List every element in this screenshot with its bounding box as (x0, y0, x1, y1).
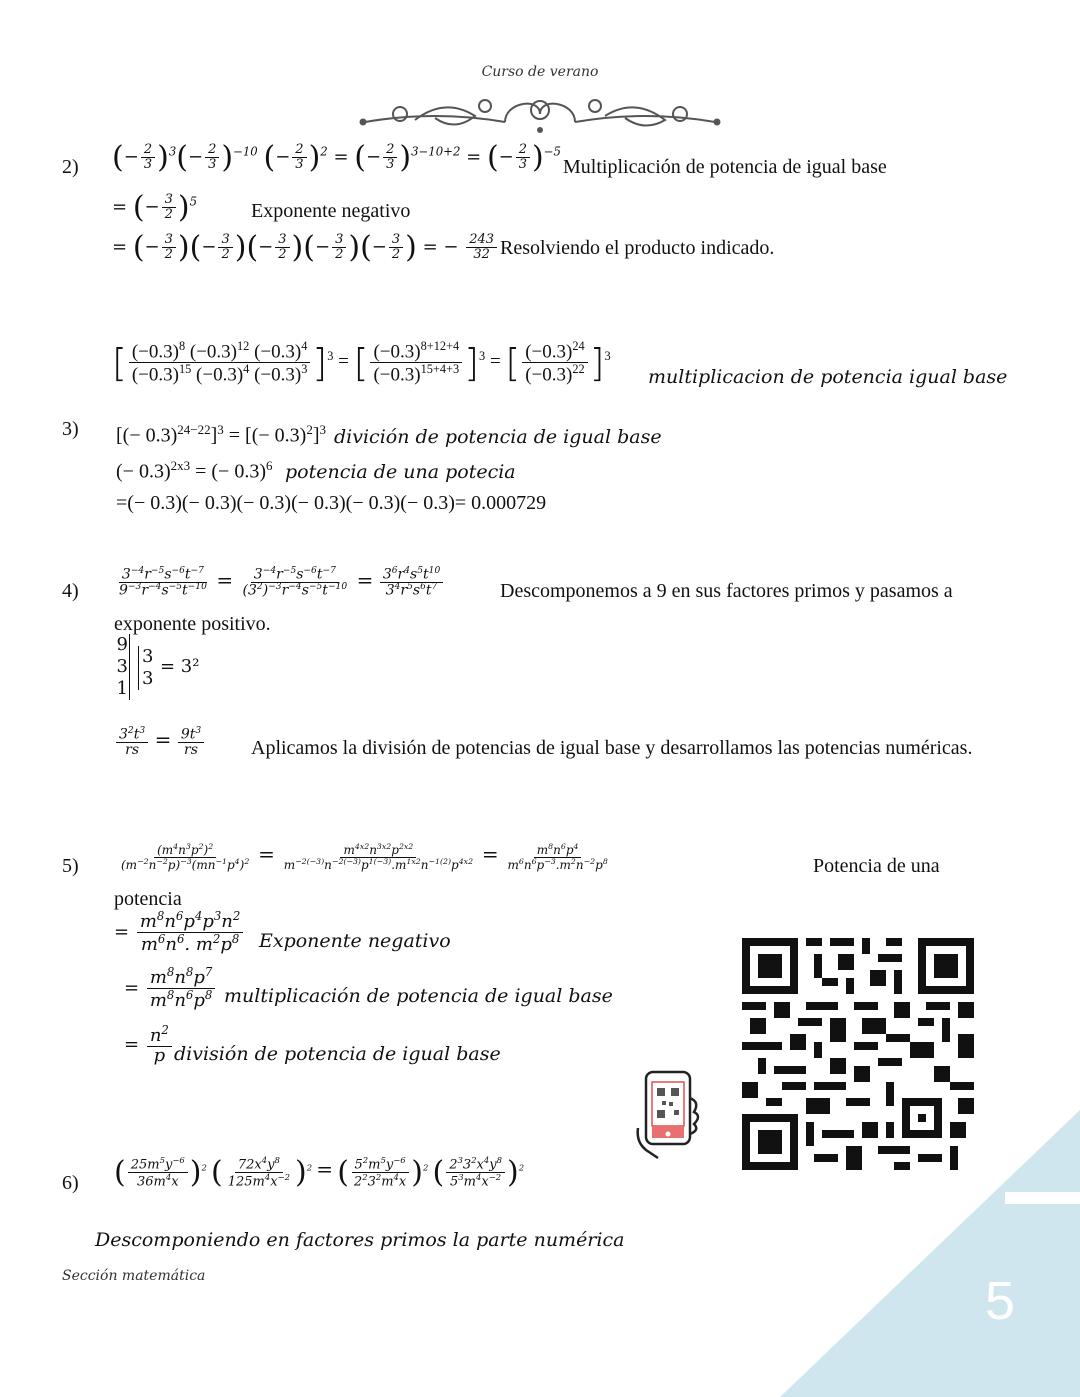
problem-6-number: 6) (62, 1172, 79, 1194)
problem-2-result-denominator: 32 (473, 247, 490, 262)
problem-2-line-2: = (− $\frac{3}{2}$ )$^5$ (112, 190, 198, 225)
footer-section-label: Sección matemática (62, 1268, 206, 1284)
problem-2-line-1: (− $\frac{2}{3}$ )$^3$(− $\frac{2}{3}$ )$^{-10}$ (− $\frac{2}{3}$ )$^2$ = (− $\frac{2}{3}$ )$^{3-10+2}$ = (− $\frac{2}{3}$ )$^{-5}$ (112, 140, 561, 175)
problem-5-line-1: $\frac{(m^4n^3p^2)^2}{(m^{-2}n^{-2}p)^{-3}(mn^{-1}p^4)^2}$ = $\frac{m^{4x2}n^{3x2}p^{2x2}}{m^{-2(-3)}n^{-2(-3)}p^{1(-3)}.m^{1x2}n^{-1(2)}p^{4x2}}$ = $\frac{m^8n^6p^4}{m^6n^6p^{-3}.m^2n^{-2}p^8}$ (121, 842, 608, 872)
problem-4-line-1: $\frac{3^{-4}r^{-5}s^{-6}t^{-7}}{9^{-3}r^{-4}s^{-5}t^{-10}}$ = $\frac{3^{-4}r^{-5}s^{-6}t^{-7}}{(3^2)^{-3}r^{-4}s^{-5}t^{-10}}$ = $\frac{3^6r^4s^5t^{10}}{3^4r^5s^6t^7}$ (114, 567, 445, 599)
problem-5-line-3: = $\frac{m^8n^8p^7}{m^8n^6p^8}$ (124, 966, 217, 1011)
problem-3-line-2: [(− 0.3)$^{24-22}$]$^3$ = [(− 0.3)$^2$]$^3$ (116, 422, 326, 447)
problem-4-number: 4) (62, 580, 79, 602)
problem-3-line-1: [ $\frac{(-0.3)^8 (-0.3)^{12} (-0.3)^4}{(-0.3)^{15} (-0.3)^4 (-0.3)^3}$ ]$^3$ = [ $\frac{(-0.3)^{8+12+4}}{(-0.3)^{15+4+3}}$ ]$^3$ = [ $\frac{(-0.3)^{24}}{(-0.3)^{22}}$ ]$^3$ (112, 339, 611, 386)
problem-3-explanation-3: potencia de una potecia (285, 461, 516, 483)
page-header-title: Curso de verano (481, 64, 599, 80)
problem-4-explanation-2: Aplicamos la división de potencias de igual base y desarrollamos las potencias numéricas. (251, 737, 973, 759)
problem-2-explanation-2: Exponente negativo (251, 200, 411, 222)
problem-5-explanation-4: división de potencia de igual base (174, 1043, 501, 1065)
page-number: 5 (985, 1271, 1016, 1331)
problem-6-explanation-1: Descomponiendo en factores primos la parte numérica (95, 1229, 625, 1251)
problem-5-explanation-1: Potencia de una (813, 855, 940, 877)
problem-3-line-3: (− 0.3)$^{2x3}$ = (− 0.3)$^6$ (116, 458, 273, 483)
problem-2-result-numerator: 243 (466, 233, 497, 248)
problem-4-explanation-1: Descomponemos a 9 en sus factores primos y pasamos a (500, 580, 953, 602)
problem-2-explanation-1: Multiplicación de potencia de igual base (563, 156, 887, 178)
problem-5-explanation-3: multiplicación de potencia de igual base (224, 985, 613, 1007)
problem-3-number: 3) (62, 418, 79, 440)
problem-2-explanation-3: Resolviendo el producto indicado. (500, 237, 775, 259)
factor-table-prime: 3 (142, 646, 154, 667)
factor-table-value: 3 (116, 656, 128, 677)
corner-triangle-decoration (780, 1110, 1080, 1397)
phone-qr-scan-icon (632, 1068, 704, 1160)
problem-5-explanation-2: Exponente negativo (259, 930, 451, 952)
problem-5-explanation-1b: potencia (114, 888, 182, 910)
ornament-divider-icon (355, 92, 725, 136)
problem-2-number: 2) (62, 156, 79, 178)
problem-6-line-1: ( $\frac{25m^5y^{-6}}{36m^4x}$ )$^2$ ( $\frac{72x^4y^8}{125m^4x^{-2}}$ )$^2$ = ( $\frac{5^2m^5y^{-6}}{2^23^2m^4x}$ )$^2$ ( $\frac{2^33^2x^4y^8}{5^3m^4x^{-2}}$ )$^2$ (114, 1155, 525, 1190)
factor-table-value: 9 (116, 634, 128, 655)
problem-3-line-4: =(− 0.3)(− 0.3)(− 0.3)(− 0.3)(− 0.3)(− 0.3)= 0.000729 (116, 492, 547, 514)
problem-3-result: = 0.000729 (454, 492, 547, 514)
factor-table-prime: 3 (142, 668, 154, 689)
factor-table-value: 1 (116, 678, 128, 699)
problem-5-line-4: = $\frac{n^2}{p}$ (124, 1024, 174, 1066)
factor-result: = 3² (160, 656, 200, 677)
problem-5-line-2: = $\frac{m^8n^6p^4p^3n^2}{m^6n^6. m^2p^8}$ (114, 910, 245, 955)
problem-4-line-2: $\frac{3^2t^3}{rs}$ = $\frac{9t^3}{rs}$ (114, 727, 206, 758)
problem-4-explanation-1b: exponente positivo. (114, 613, 271, 635)
problem-3-explanation-2: divición de potencia de igual base (334, 426, 662, 448)
problem-2-line-3: = (− $\frac{3}{2}$ )(− $\frac{3}{2}$ )(− $\frac{3}{2}$ )(− $\frac{3}{2}$ )(− $\frac{3}{2}$ ) = − $\frac{243}{32}$ (112, 230, 499, 265)
problem-3-explanation-1: multiplicacion de potencia igual base (648, 366, 1008, 388)
problem-5-number: 5) (62, 855, 79, 877)
